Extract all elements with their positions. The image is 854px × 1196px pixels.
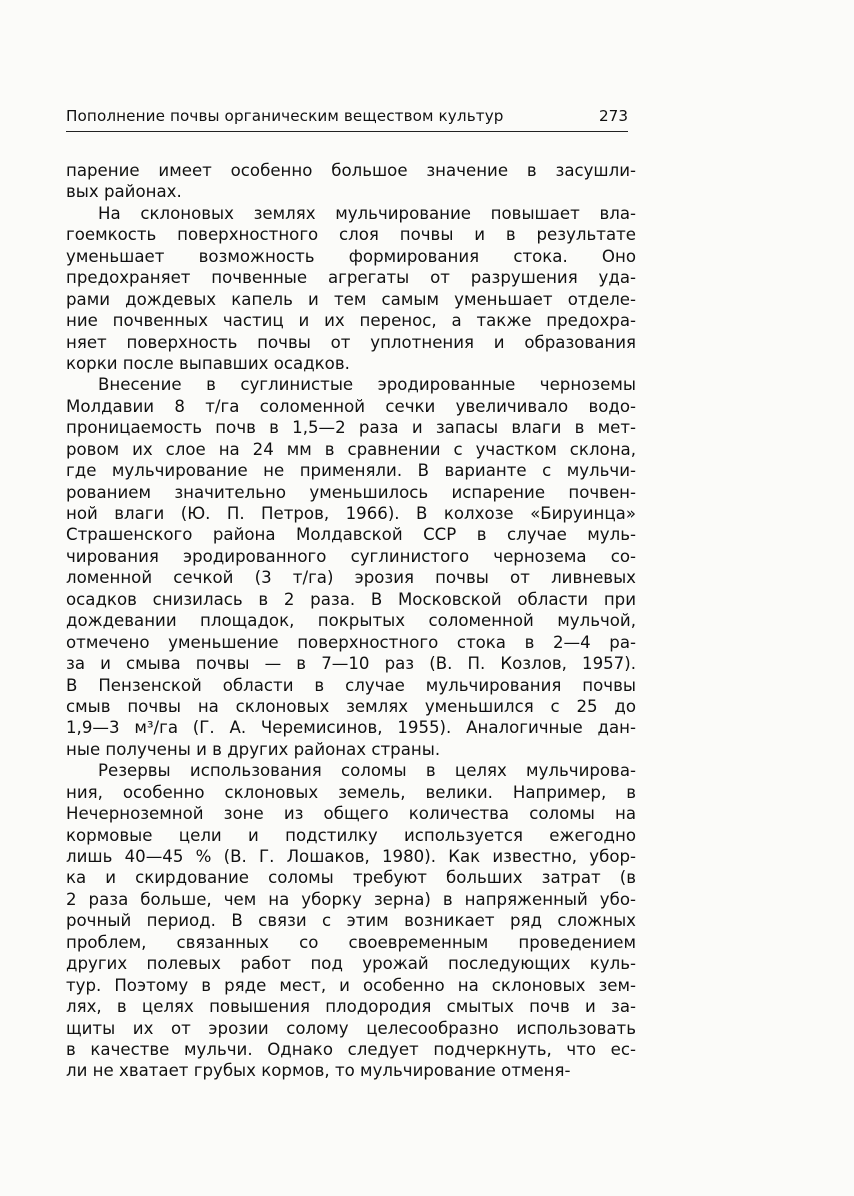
text-line: где мульчирование не применяли. В варианте с мульчи- [66, 461, 636, 481]
text-line: Нечерноземной зоне из общего количества соломы на [66, 804, 636, 824]
text-line: щиты их от эрозии солому целесообразно использовать [66, 1018, 636, 1038]
text-line: ровом их слое на 24 мм в сравнении с участком склона, [66, 439, 636, 459]
running-header-title: Пополнение почвы органическим веществом культур [66, 107, 504, 125]
text-line: чирования эродированного суглинистого чернозема со- [66, 546, 636, 566]
text-line: ние почвенных частиц и их перенос, а также предохра- [66, 311, 636, 331]
text-line: На склоновых землях мульчирование повышает вла- [98, 203, 636, 223]
text-line: гоемкость поверхностного слоя почвы и в результате [66, 225, 636, 245]
text-line: других полевых работ под урожай последующих куль- [66, 954, 636, 974]
running-header [66, 107, 628, 129]
text-line: проницаемость почв в 1,5—2 раза и запасы влаги в мет- [66, 418, 636, 438]
text-line: осадков снизилась в 2 раза. В Московской области при [66, 589, 636, 609]
text-line: за и смыва почвы — в 7—10 раз (В. П. Козлов, 1957). [66, 654, 636, 674]
text-line: парение имеет особенно большое значение в засушли- [66, 161, 636, 180]
text-line: вых районах. [66, 182, 182, 202]
text-line: 1,9—3 м³/га (Г. А. Черемисинов, 1955). Аналогичные дан- [66, 718, 636, 738]
text-line: рованием значительно уменьшилось испарение почвен- [66, 482, 636, 502]
text-line: В Пензенской области в случае мульчирования почвы [66, 675, 636, 695]
text-line: дождевании площадок, покрытых соломенной мульчой, [66, 611, 636, 631]
text-line: в качестве мульчи. Однако следует подчеркнуть, что ес- [66, 1039, 636, 1059]
text-line: 2 раза больше, чем на уборку зерна) в напряженный убо- [66, 889, 636, 909]
paragraph [66, 160, 636, 203]
text-line: корки после выпавших осадков. [66, 353, 350, 373]
text-line: ли не хватает грубых кормов, то мульчирование отменя- [66, 1061, 571, 1081]
text-line: проблем, связанных со своевременным проведением [66, 932, 636, 952]
text-line: предохраняет почвенные агрегаты от разрушения уда- [66, 268, 636, 288]
text-line: Страшенского района Молдавской ССР в случае муль- [66, 525, 636, 545]
text-line: отмечено уменьшение поверхностного стока в 2—4 ра- [66, 632, 636, 652]
text-line: Молдавии 8 т/га соломенной сечки увеличивало водо- [66, 396, 636, 416]
text-line: ной влаги (Ю. П. Петров, 1966). В колхозе «Бируинца» [66, 504, 636, 523]
text-line: ные получены и в других районах страны. [66, 739, 441, 759]
text-line: тур. Поэтому в ряде мест, и особенно на склоновых зем- [66, 975, 636, 995]
text-line: ломенной сечкой (3 т/га) эрозия почвы от ливневых [66, 568, 636, 588]
text-line: рами дождевых капель и тем самым уменьшает отделе- [66, 289, 636, 309]
header-rule [66, 131, 628, 132]
paragraph [66, 760, 636, 1082]
text-line: ка и скирдование соломы требуют больших затрат (в [66, 868, 636, 888]
text-line: Внесение в суглинистые эродированные черноземы [98, 375, 636, 395]
paragraph [66, 374, 636, 760]
page-number: 273 [599, 107, 628, 125]
text-line: рочный период. В связи с этим возникает ряд сложных [66, 911, 636, 931]
text-line: смыв почвы на склоновых землях уменьшился с 25 до [66, 696, 636, 716]
text-line: лях, в целях повышения плодородия смытых почв и за- [66, 997, 636, 1017]
text-line: Резервы использования соломы в целях мульчирова- [98, 761, 636, 781]
text-line: уменьшает возможность формирования стока. Оно [66, 246, 636, 266]
paragraph [66, 203, 636, 375]
text-line: лишь 40—45 % (В. Г. Лошаков, 1980). Как известно, убор- [66, 847, 636, 866]
text-line: кормовые цели и подстилку используется ежегодно [66, 825, 636, 845]
text-line: ния, особенно склоновых земель, велики. Например, в [66, 782, 636, 802]
body-text [66, 160, 636, 1082]
text-line: няет поверхность почвы от уплотнения и образования [66, 332, 636, 352]
